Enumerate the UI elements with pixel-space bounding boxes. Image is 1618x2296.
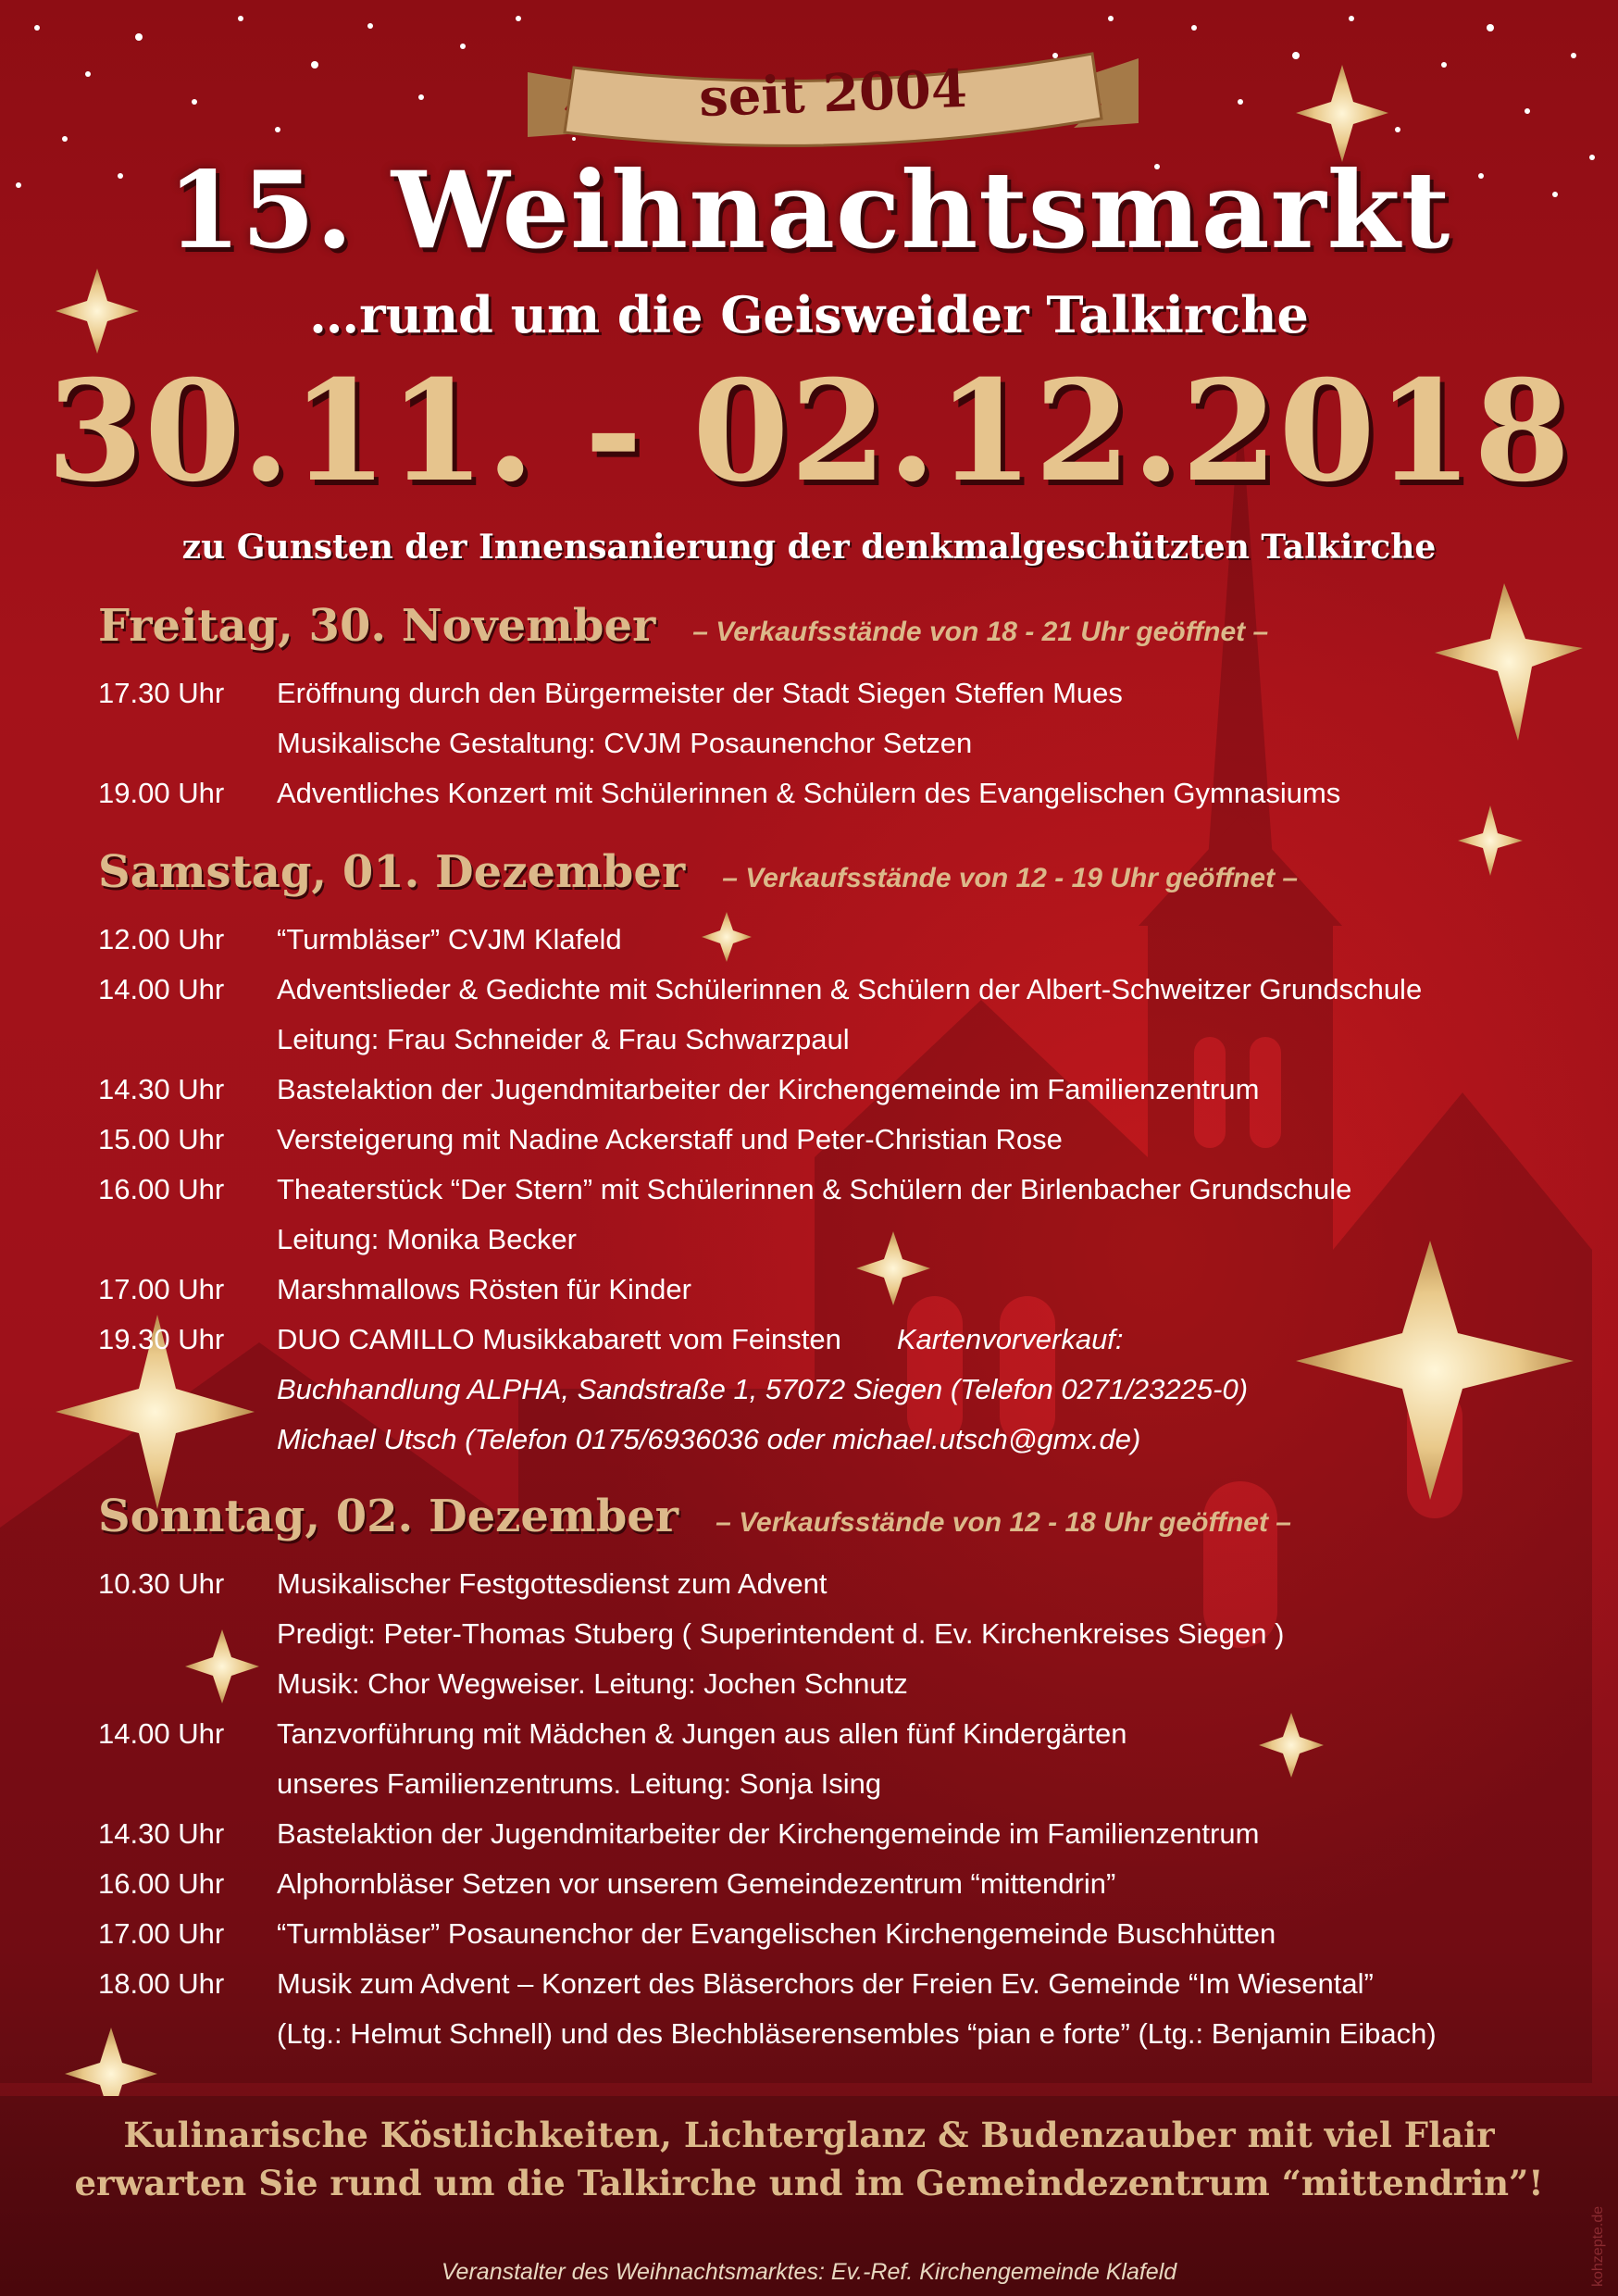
schedule-row <box>98 1859 1542 1909</box>
schedule-row <box>98 1415 1542 1465</box>
schedule-text: Adventliches Konzert mit Schülerinnen & Schülern des Evangelischen Gymnasiums <box>277 777 1341 809</box>
schedule-row <box>98 1559 1542 1609</box>
page-title: 15. Weihnachtsmarkt <box>167 148 1451 272</box>
schedule-time: 14.00 Uhr <box>98 1717 225 1750</box>
schedule-row <box>98 1709 1542 1759</box>
footer-line-2: erwarten Sie rund um die Talkirche und im Gemeindezentrum “mittendrin”! <box>74 2163 1544 2203</box>
schedule-time: 15.00 Uhr <box>98 1123 225 1155</box>
banner-text: seit 2004 <box>698 57 968 130</box>
schedule-row <box>98 768 1542 818</box>
day-section-friday <box>98 600 1542 818</box>
schedule-text: Bastelaktion der Jugendmitarbeiter der Kirchengemeinde im Familienzentrum <box>277 1073 1260 1105</box>
schedule-row <box>98 1659 1542 1709</box>
schedule-time: 18.00 Uhr <box>98 1967 225 2000</box>
ticket-outlet: Michael Utsch (Telefon 0175/6936036 oder michael.utsch@gmx.de) <box>277 1423 1141 1455</box>
schedule-row <box>98 1065 1542 1115</box>
schedule-time: 12.00 Uhr <box>98 923 225 955</box>
schedule-time: 17.00 Uhr <box>98 1917 225 1950</box>
schedule-row <box>98 1959 1542 2009</box>
footer-line-1: Kulinarische Köstlichkeiten, Lichterglanz & Budenzauber mit viel Flair <box>123 2115 1495 2155</box>
day-hours: – Verkaufsstände von 12 - 19 Uhr geöffnet – <box>722 863 1299 893</box>
schedule-row <box>98 1809 1542 1859</box>
schedule-row <box>98 1165 1542 1215</box>
schedule-text: Adventslieder & Gedichte mit Schülerinnen & Schülern der Albert-Schweitzer Grundschule <box>277 973 1423 1005</box>
schedule-time: 14.00 Uhr <box>98 973 225 1005</box>
subtitle: …rund um die Geisweider Talkirche <box>309 285 1309 344</box>
schedule-row <box>98 1609 1542 1659</box>
schedule-row <box>98 1015 1542 1065</box>
schedule-row <box>98 1759 1542 1809</box>
schedule-time: 14.30 Uhr <box>98 1073 225 1105</box>
schedule-text: Tanzvorführung mit Mädchen & Jungen aus allen fünf Kindergärten <box>277 1717 1127 1750</box>
schedule-text: “Turmbläser” Posaunenchor der Evangelischen Kirchengemeinde Buschhütten <box>277 1917 1276 1950</box>
event-date: 30.11. - 02.12.2018 <box>46 350 1572 513</box>
day-section-saturday <box>98 846 1542 1465</box>
schedule-text: Marshmallows Rösten für Kinder <box>277 1273 691 1305</box>
schedule-time: 10.30 Uhr <box>98 1567 225 1600</box>
schedule-time: 19.30 Uhr <box>98 1323 225 1355</box>
schedule-row <box>98 1315 1542 1365</box>
ticket-outlet: Buchhandlung ALPHA, Sandstraße 1, 57072 Siegen (Telefon 0271/23225-0) <box>277 1373 1249 1405</box>
schedule-text: Alphornbläser Setzen vor unserem Gemeindezentrum “mittendrin” <box>277 1867 1116 1900</box>
schedule-row <box>98 718 1542 768</box>
day-header <box>98 846 1542 915</box>
schedule-text: Theaterstück “Der Stern” mit Schülerinnen & Schülern der Birlenbacher Grundschule <box>277 1173 1352 1205</box>
schedule-text: Predigt: Peter-Thomas Stuberg ( Superintendent d. Ev. Kirchenkreises Siegen ) <box>277 1617 1285 1650</box>
schedule-text: Musikalischer Festgottesdienst zum Advent <box>277 1567 828 1600</box>
schedule-time: 19.00 Uhr <box>98 777 225 809</box>
schedule-row <box>98 2009 1542 2059</box>
schedule-row <box>98 1909 1542 1959</box>
purpose-line: zu Gunsten der Innensanierung der denkmalgeschützten Talkirche <box>181 528 1437 567</box>
schedule-row <box>98 915 1542 965</box>
schedule-text: Musik zum Advent – Konzert des Bläserchors der Freien Ev. Gemeinde “Im Wiesental” <box>277 1967 1374 2000</box>
schedule-text: unseres Familienzentrums. Leitung: Sonja Ising <box>277 1767 882 1800</box>
schedule-text: Leitung: Monika Becker <box>277 1223 577 1255</box>
day-title: Sonntag, 02. Dezember <box>98 1491 679 1542</box>
schedule-text: Eröffnung durch den Bürgermeister der Stadt Siegen Steffen Mues <box>277 677 1123 709</box>
schedule-text: “Turmbläser” CVJM Klafeld <box>277 923 622 955</box>
schedule-time: 16.00 Uhr <box>98 1173 225 1205</box>
day-header <box>98 600 1542 668</box>
schedule-row <box>98 1215 1542 1265</box>
schedule-time: 17.00 Uhr <box>98 1273 225 1305</box>
schedule-row <box>98 1265 1542 1315</box>
schedule-row <box>98 965 1542 1015</box>
schedule-row <box>98 1115 1542 1165</box>
schedule-time: 14.30 Uhr <box>98 1817 225 1850</box>
designer-credit: kohzepte.de <box>1590 2205 1606 2287</box>
day-title: Samstag, 01. Dezember <box>98 846 686 898</box>
schedule-text: (Ltg.: Helmut Schnell) und des Blechbläserensembles “pian e forte” (Ltg.: Benjamin Eibach) <box>277 2017 1437 2050</box>
schedule-text: Versteigerung mit Nadine Ackerstaff und Peter-Christian Rose <box>277 1123 1063 1155</box>
schedule-text: Bastelaktion der Jugendmitarbeiter der Kirchengemeinde im Familienzentrum <box>277 1817 1260 1850</box>
day-header <box>98 1491 1542 1559</box>
schedule-text: Musik: Chor Wegweiser. Leitung: Jochen Schnutz <box>277 1667 908 1700</box>
day-title: Freitag, 30. November <box>98 600 656 652</box>
schedule-text: DUO CAMILLO Musikkabarett vom Feinsten <box>277 1323 841 1355</box>
day-section-sunday <box>98 1491 1542 2059</box>
schedule-time: 17.30 Uhr <box>98 677 225 709</box>
schedule-row <box>98 1365 1542 1415</box>
schedule-text: Musikalische Gestaltung: CVJM Posaunenchor Setzen <box>277 727 973 759</box>
schedule-text: Leitung: Frau Schneider & Frau Schwarzpaul <box>277 1023 850 1055</box>
organizer-note: Veranstalter des Weihnachtsmarktes: Ev.-Ref. Kirchengemeinde Klafeld <box>441 2259 1177 2285</box>
day-hours: – Verkaufsstände von 12 - 18 Uhr geöffnet – <box>716 1507 1291 1538</box>
schedule-time: 16.00 Uhr <box>98 1867 225 1900</box>
schedule-row <box>98 668 1542 718</box>
day-hours: – Verkaufsstände von 18 - 21 Uhr geöffnet – <box>692 617 1269 647</box>
ticket-presale-label: Kartenvorverkauf: <box>896 1323 1124 1355</box>
